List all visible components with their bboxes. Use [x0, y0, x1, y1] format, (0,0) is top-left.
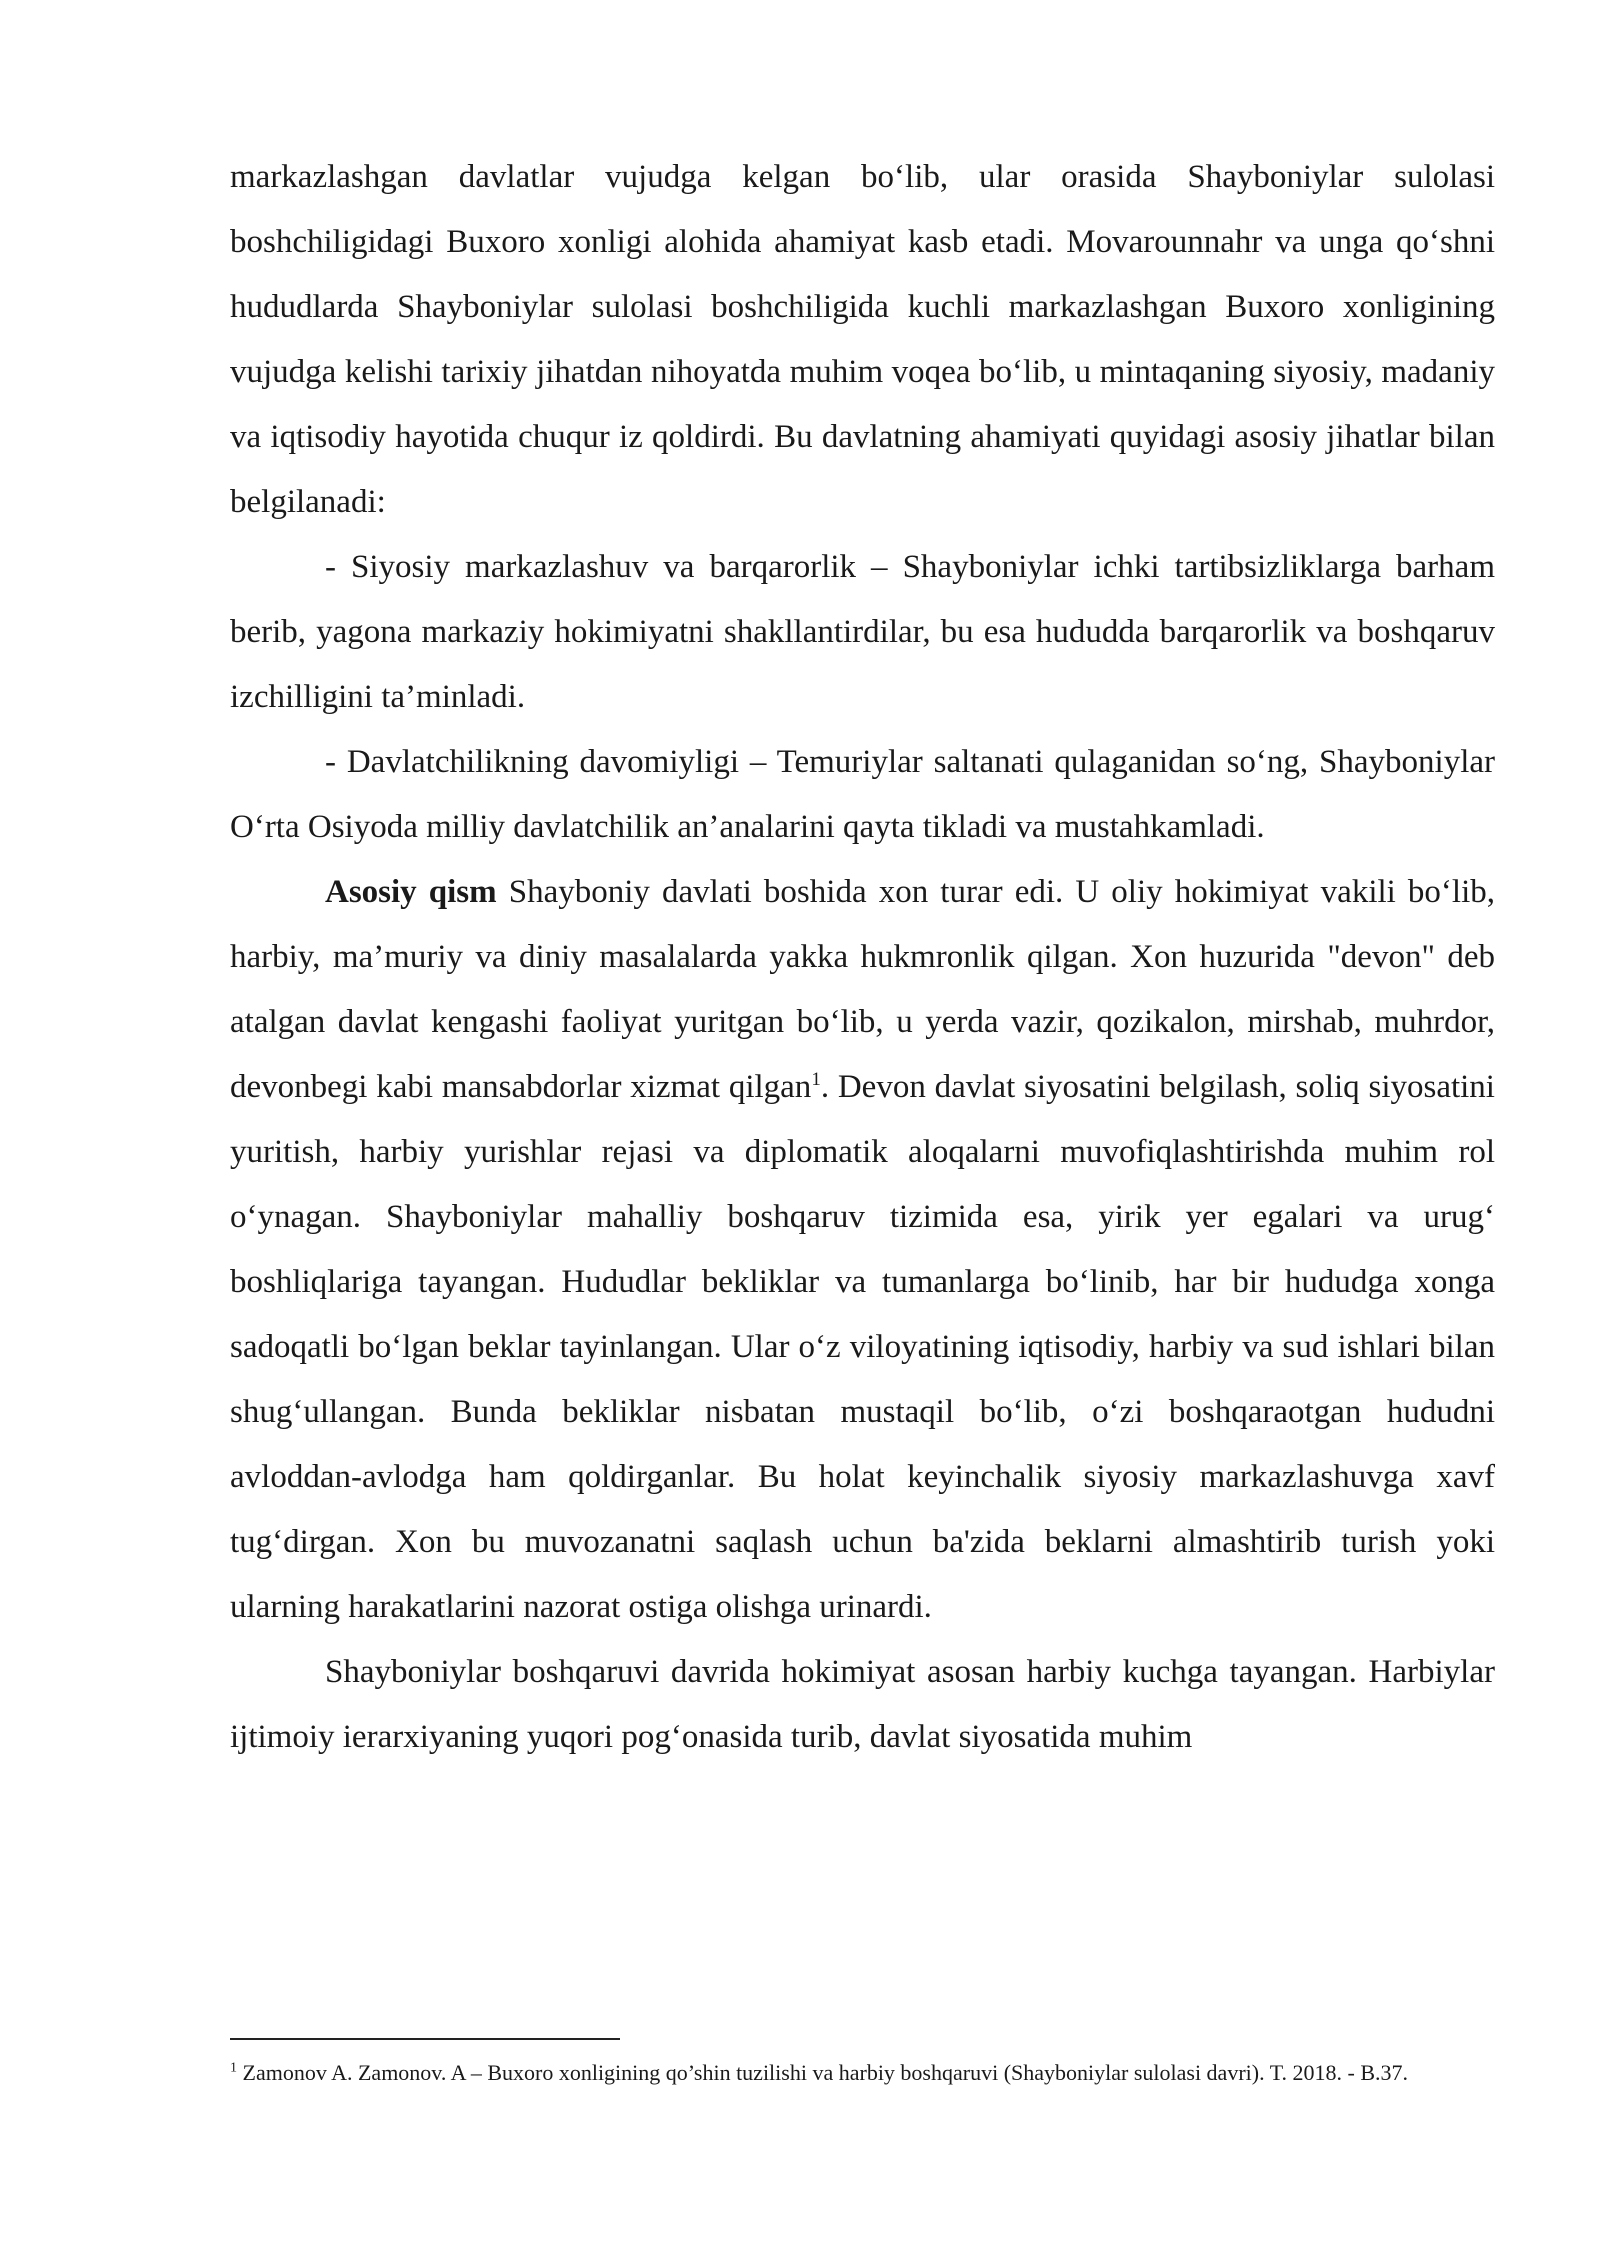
body-text — [230, 145, 1495, 1770]
paragraph-main-part — [230, 860, 1495, 1640]
footnote-text: Zamonov A. Zamonov. A – Buxoro xonligining qo’shin tuzilishi va harbiy boshqaruvi (Shayboniylar sulolasi davri). T. 2018. - B.37. — [237, 2060, 1408, 2085]
paragraph-intro: markazlashgan davlatlar vujudga kelgan bo‘lib, ular orasida Shayboniylar sulolasi boshchiligidagi Buxoro xonligi alohida ahamiyat kasb etadi. Movarounnahr va unga qo‘shni hududlarda Shayboniylar sulolasi boshchiligida kuchli markazlashgan Buxoro xonligining vujudga kelishi tarixiy jihatdan nihoyatda muhim voqea bo‘lib, u mintaqaning siyosiy, madaniy va iqtisodiy hayotida chuqur iz qoldirdi. Bu davlatning ahamiyati quyidagi asosiy jihatlar bilan belgilanadi: — [230, 159, 1495, 520]
paragraph-military-power: Shayboniylar boshqaruvi davrida hokimiyat asosan harbiy kuchga tayangan. Harbiylar ijtimoiy ierarxiyaning yuqori pog‘onasida turib, davlat siyosatida muhim — [230, 1654, 1495, 1755]
paragraph-statehood-continuity: - Davlatchilikning davomiyligi – Temuriylar saltanati qulaganidan so‘ng, Shayboniylar O‘rta Osiyoda milliy davlatchilik an’analarini qayta tikladi va mustahkamladi. — [230, 744, 1495, 845]
footnote-reference[interactable]: 1 — [811, 1069, 821, 1090]
footnote-separator — [230, 2038, 620, 2040]
main-part-text-1: Shayboniy davlati boshida xon turar edi. U oliy hokimiyat vakili bo‘lib, harbiy, ma’muriy va diniy masalalarda yakka hukmronlik qilgan. Xon huzurida "devon" deb atalgan davlat kengashi faoliyat yuritgan bo‘lib, u yerda vazir, qozikalon, mirshab, muhrdor, devonbegi kabi mansabdorlar xizmat qilgan — [230, 874, 1496, 1105]
main-part-text-2: . Devon davlat siyosatini belgilash, soliq siyosatini yuritish, harbiy yurishlar rejasi va diplomatik aloqalarni muvofiqlashtirishda muhim rol o‘ynagan. Shayboniylar mahalliy boshqaruv tizimida esa, yirik yer egalari va urug‘ boshliqlariga tayangan. Hududlar bekliklar va tumanlarga bo‘linib, har bir hududga xonga sadoqatli bo‘lgan beklar tayinlangan. Ular o‘z viloyatining iqtisodiy, harbiy va sud ishlari bilan shug‘ullangan. Bunda bekliklar nisbatan mustaqil bo‘lib, o‘zi boshqaraotgan hududni avloddan-avlodga ham qoldirganlar. Bu holat keyinchalik siyosiy markazlashuvga xavf tug‘dirgan. Xon bu muvozanatni saqlash uchun ba'zida beklarni almashtirib turish yoki ularning harakatlarini nazorat ostiga olishga urinardi. — [230, 1069, 1495, 1625]
section-heading: Asosiy qism — [325, 874, 497, 910]
paragraph-political-centralization: - Siyosiy markazlashuv va barqarorlik – Shayboniylar ichki tartibsizliklarga barham berib, yagona markaziy hokimiyatni shakllantirdilar, bu esa hududda barqarorlik va boshqaruv izchilligini ta’minladi. — [230, 549, 1495, 715]
footnote-number: 1 — [230, 2060, 237, 2076]
footnote — [230, 2058, 1500, 2088]
